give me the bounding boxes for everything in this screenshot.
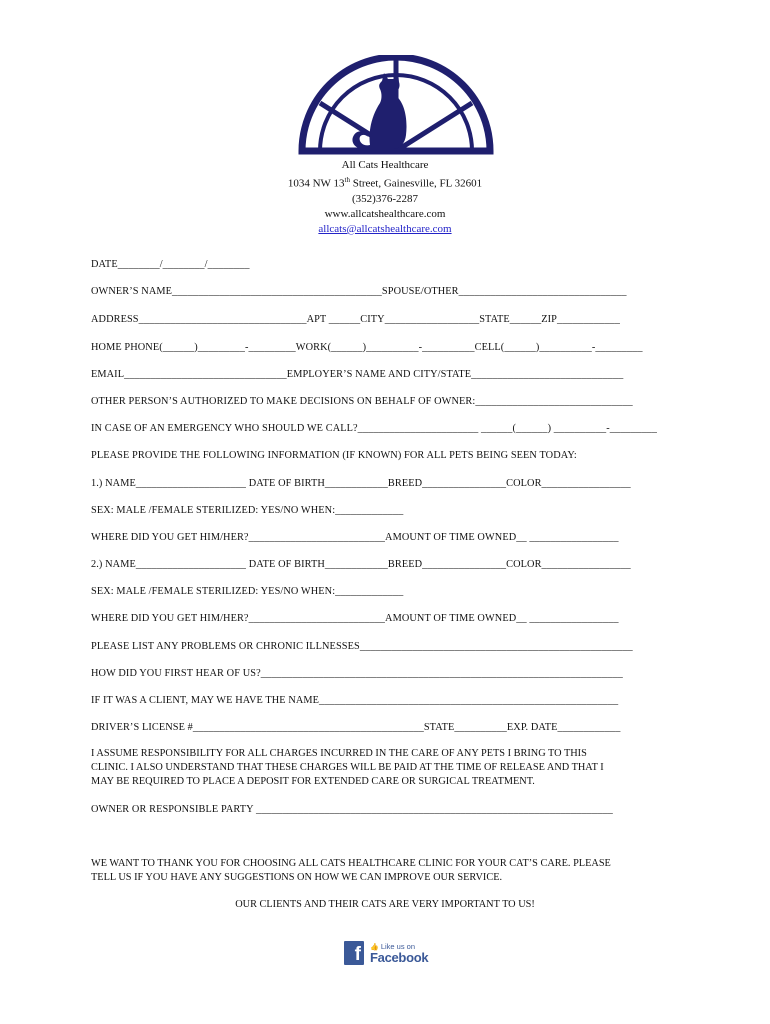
pet2-origin-field[interactable]: WHERE DID YOU GET HIM/HER?__________________________AMOUNT OF TIME OWNED__ _________________ xyxy=(91,613,619,624)
responsibility-statement: I ASSUME RESPONSIBILITY FOR ALL CHARGES INCURRED IN THE CARE OF ANY PETS I BRING TO THIS CLINIC. I ALSO UNDERSTAND THAT THESE CHARGES WILL BE PAID AT THE TIME OF RELEASE AND THAT I MAY BE REQUIRED TO PLACE A DEPOSIT FOR EXTENDED CARE OR SURGICAL TREATMENT. xyxy=(91,748,604,787)
date-field[interactable]: DATE________/________/________ xyxy=(91,259,250,270)
email-employer-field[interactable]: EMAIL_______________________________EMPLOYER’S NAME AND CITY/STATE_____________________________ xyxy=(91,369,624,380)
address-field[interactable]: ADDRESS________________________________APT ______CITY__________________STATE______ZIP____________ xyxy=(91,314,620,325)
pet1-origin-field[interactable]: WHERE DID YOU GET HIM/HER?__________________________AMOUNT OF TIME OWNED__ _________________ xyxy=(91,532,619,543)
clinic-website: www.allcatshealthcare.com xyxy=(324,207,446,220)
pet2-name-field[interactable]: 2.) NAME_____________________ DATE OF BIRTH____________BREED________________COLOR_________________ xyxy=(91,559,631,570)
pet1-sex-field[interactable]: SEX: MALE /FEMALE STERILIZED: YES/NO WHEN:_____________ xyxy=(91,505,404,516)
clinic-phone: (352)376-2287 xyxy=(352,192,418,205)
drivers-license-field[interactable]: DRIVER’S LICENSE #____________________________________________STATE__________EXP. DATE____________ xyxy=(91,722,621,733)
thumbs-up-icon: 👍 xyxy=(370,944,379,951)
emergency-contact-field[interactable]: IN CASE OF AN EMERGENCY WHO SHOULD WE CALL?_______________________ ______(______) __________-_________ xyxy=(91,423,658,434)
referral-field[interactable]: HOW DID YOU FIRST HEAR OF US?_____________________________________________________________________ xyxy=(91,668,623,679)
phone-fields[interactable]: HOME PHONE(______)_________-_________WORK(______)__________-__________CELL(______)__________-_________ xyxy=(91,342,643,353)
clinic-email-link[interactable]: allcats@allcatshealthcare.com xyxy=(318,222,452,235)
owner-signature-field[interactable]: OWNER OR RESPONSIBLE PARTY ____________________________________________________________________ xyxy=(91,804,613,815)
clinic-header xyxy=(0,158,770,237)
pet1-name-field[interactable]: 1.) NAME_____________________ DATE OF BIRTH____________BREED________________COLOR_________________ xyxy=(91,478,631,489)
authorized-persons-field[interactable]: OTHER PERSON’S AUTHORIZED TO MAKE DECISIONS ON BEHALF OF OWNER:______________________________ xyxy=(91,396,633,407)
facebook-f-icon: f xyxy=(344,941,364,965)
cat-window-logo xyxy=(298,55,494,155)
pets-intro: PLEASE PROVIDE THE FOLLOWING INFORMATION (IF KNOWN) FOR ALL PETS BEING SEEN TODAY: xyxy=(91,450,577,461)
clinic-name: All Cats Healthcare xyxy=(341,159,429,171)
facebook-like-label: 👍 Like us on xyxy=(370,942,416,951)
pet2-sex-field[interactable]: SEX: MALE /FEMALE STERILIZED: YES/NO WHEN:_____________ xyxy=(91,586,404,597)
clinic-address: 1034 NW 13th Street, Gainesville, FL 32601 xyxy=(287,176,483,190)
thank-you-note: WE WANT TO THANK YOU FOR CHOOSING ALL CATS HEALTHCARE CLINIC FOR YOUR CAT’S CARE. PLEASE TELL US IF YOU HAVE ANY SUGGESTIONS ON HOW WE CAN IMPROVE OUR SERVICE. xyxy=(91,858,611,883)
facebook-brand-label: Facebook xyxy=(370,950,429,965)
owner-name-field[interactable]: OWNER’S NAME________________________________________SPOUSE/OTHER________________________________ xyxy=(91,286,627,297)
closing-statement: OUR CLIENTS AND THEIR CATS ARE VERY IMPORTANT TO US! xyxy=(235,899,535,910)
problems-field[interactable]: PLEASE LIST ANY PROBLEMS OR CHRONIC ILLNESSES____________________________________________________ xyxy=(91,641,633,652)
facebook-badge[interactable] xyxy=(344,941,430,965)
client-referral-name-field[interactable]: IF IT WAS A CLIENT, MAY WE HAVE THE NAME_________________________________________________________ xyxy=(91,695,619,706)
